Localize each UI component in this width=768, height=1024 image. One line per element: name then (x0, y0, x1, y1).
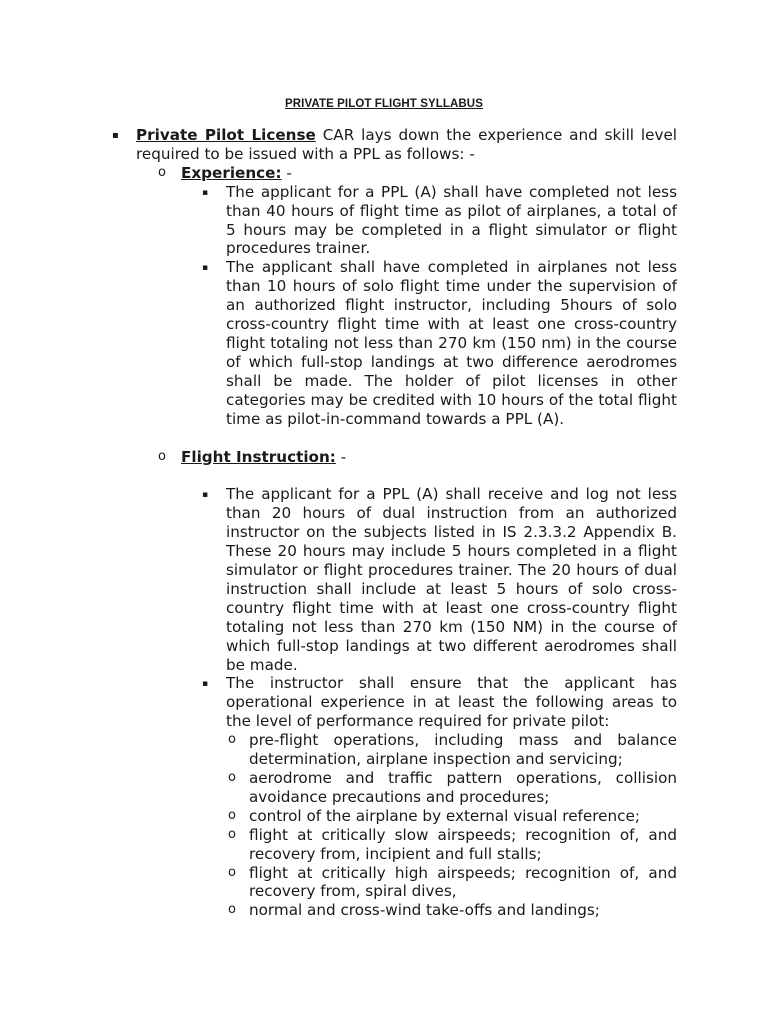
square-bullet-icon: ▪ (202, 187, 209, 198)
experience-section (158, 163, 677, 429)
list-item (228, 863, 677, 902)
circle-bullet-icon: o (228, 770, 236, 785)
license-heading: Private Pilot License (136, 126, 316, 144)
experience-heading-suffix: - (281, 163, 292, 182)
operational-area-text: normal and cross-wind take-offs and landings; (249, 901, 600, 920)
operational-areas-list (226, 731, 677, 920)
operational-area-text: flight at critically slow airspeeds; recognition of, and recovery from, incipient and full stalls; (249, 825, 677, 863)
square-bullet-icon: ▪ (202, 679, 209, 690)
document-title: PRIVATE PILOT FLIGHT SYLLABUS (285, 98, 483, 110)
flight-instruction-section (158, 447, 677, 921)
section-list (136, 164, 677, 920)
flight-instruction-item-text: The instructor shall ensure that the applicant has operational experience in at least the following areas to the level of performance required for private pilot: (226, 674, 677, 731)
flight-instruction-heading-suffix: - (335, 447, 347, 466)
list-item (228, 825, 677, 864)
circle-bullet-icon: o (228, 864, 236, 880)
flight-instruction-heading: Flight Instruction: (181, 447, 336, 466)
flight-instruction-item-text: The applicant for a PPL (A) shall receive and log not less than 20 hours of dual instruction from an authorized instructor on the subjects listed in IS 2.3.3.2 Appendix B. These 20 hours may include 5 hours completed in a flight simulator or flight procedures trainer. The 20 hours of dual instruction shall include at least 5 hours of solo cross-country flight time with at least one cross-country flight totaling not less than 270 km (150 NM) in the course of which full-stop landings at two different aerodromes shall be made. (226, 485, 677, 674)
list-item (202, 485, 677, 674)
list-item (228, 901, 677, 920)
experience-heading: Experience: (181, 163, 282, 182)
list-item (228, 731, 677, 769)
square-bullet-icon: ▪ (202, 263, 209, 274)
experience-item-text: The applicant for a PPL (A) shall have completed not less than 40 hours of flight time as pilot of airplanes, a total of 5 hours may be completed in a flight simulator or flight procedures trainer. (226, 182, 677, 258)
circle-bullet-icon: o (228, 826, 236, 842)
operational-area-text: aerodrome and traffic pattern operations, collision avoidance precautions and procedures; (249, 769, 677, 806)
circle-bullet-icon: o (228, 732, 236, 748)
license-intro-text: CAR lays down the experience and skill level required to be issued with a PPL as follows: - (136, 126, 678, 163)
circle-bullet-icon: o (228, 807, 236, 823)
list-item (228, 806, 677, 826)
operational-area-text: pre-flight operations, including mass and balance determination, airplane inspection and servicing; (249, 731, 677, 769)
private-pilot-license-item (112, 126, 678, 920)
list-item (202, 182, 677, 259)
experience-item-text: The applicant shall have completed in airplanes not less than 10 hours of solo flight time under the supervision of an authorized flight instructor, including 5hours of solo cross-country flight time with at least one cross-country flight totaling not less than 270 km (150 nm) in the course of which full-stop landings at two difference aerodromes shall be made. The holder of pilot licenses in other categories may be credited with 10 hours of the total flight time as pilot-in-command towards a PPL (A). (226, 258, 677, 428)
experience-items (181, 183, 677, 429)
main-list (112, 126, 678, 920)
operational-area-text: control of the airplane by external visual reference; (249, 806, 640, 825)
circle-bullet-icon: o (228, 902, 236, 918)
circle-bullet-icon: o (158, 164, 166, 180)
square-bullet-icon: ▪ (112, 130, 119, 141)
operational-area-text: flight at critically high airspeeds; recognition of, and recovery from, spiral dives, (249, 863, 677, 901)
list-item (228, 769, 677, 807)
flight-instruction-items (181, 485, 677, 920)
list-item (202, 674, 677, 920)
list-item (202, 258, 677, 428)
circle-bullet-icon: o (158, 448, 166, 464)
square-bullet-icon: ▪ (202, 490, 209, 501)
